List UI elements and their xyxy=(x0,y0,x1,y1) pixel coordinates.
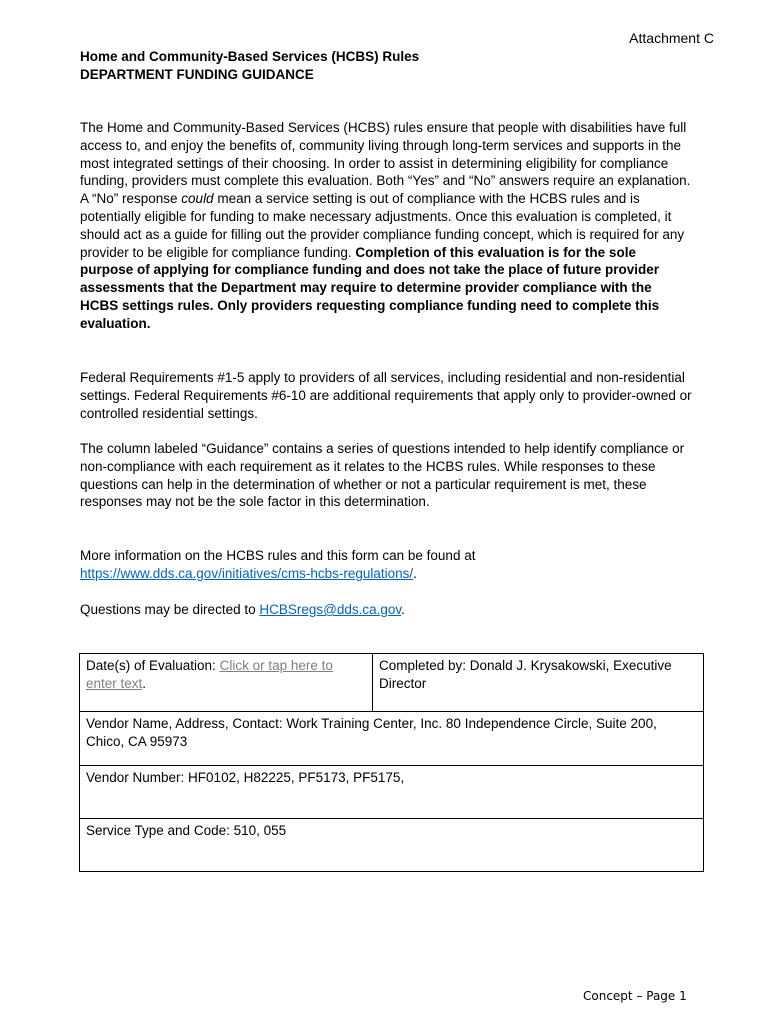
table-row xyxy=(80,712,704,766)
title-line-2: DEPARTMENT FUNDING GUIDANCE xyxy=(80,67,314,82)
table-row xyxy=(80,766,704,819)
more-info-period: . xyxy=(413,565,417,581)
intro-italic: could xyxy=(181,191,214,207)
intro-bold: Completion of this evaluation is for the sole purpose of applying for compliance funding and does not take the place of future provider assessments that the Department may require to determine provider compliance with the HCBS settings rules. Only providers requesting compliance funding need to complete this evaluation. xyxy=(80,244,660,331)
attachment-label: Attachment C xyxy=(629,30,714,46)
evaluation-info-table xyxy=(79,653,704,872)
more-info-text: More information on the HCBS rules and this form can be found at xyxy=(80,548,476,563)
guidance-paragraph: The column labeled “Guidance” contains a series of questions intended to help identify compliance or non-compliance with each requirement as it relates to the HCBS rules. While responses to these questions can help in the determination of whether or not a particular requirement is met, these responses may not be the sole factor in this determination. xyxy=(80,441,685,510)
intro-text-b: mean a service setting is out of compliance with the HCBS rules and is potentially eligible for funding to make necessary adjustments. Once this evaluation is completed, it should act as a guide for filling out the provider compliance funding concept, which is required for any provider to be eligible for compliance funding. xyxy=(80,191,685,260)
completed-by-cell: Completed by: Donald J. Krysakowski, Executive Director xyxy=(373,654,704,712)
questions-text: Questions may be directed to xyxy=(80,602,260,617)
table-row xyxy=(80,819,704,872)
intro-paragraph xyxy=(80,119,692,333)
hcbs-email-link[interactable]: HCBSregs@dds.ca.gov xyxy=(259,602,402,617)
questions-paragraph xyxy=(80,601,692,619)
vendor-number-cell: Vendor Number: HF0102, H82225, PF5173, PF5175, xyxy=(80,766,704,819)
service-type-cell: Service Type and Code: 510, 055 xyxy=(80,819,704,872)
intro-text-a: The Home and Community-Based Services (HCBS) rules ensure that people with disabilities have full access to, and enjoy the benefits of, community living through long-term services and supports in the most integrated settings of their choosing. In order to assist in determining eligibility for compliance funding, providers must complete this evaluation. Both “Yes” and “No” answers require an explanation. A “No” response xyxy=(80,120,691,207)
page-footer: Concept – Page 1 xyxy=(583,989,687,1003)
date-of-evaluation-cell xyxy=(80,654,373,712)
vendor-name-cell: Vendor Name, Address, Contact: Work Training Center, Inc. 80 Independence Circle, Suite 200, Chico, CA 95973 xyxy=(80,712,704,766)
table-row xyxy=(80,654,704,712)
federal-paragraph: Federal Requirements #1-5 apply to providers of all services, including residential and non-residential settings. Federal Requirements #6-10 are additional requirements that apply only to provider-owned or controlled residential settings. xyxy=(80,370,692,421)
hcbs-regulations-link[interactable]: https://www.dds.ca.gov/initiatives/cms-hcbs-regulations/ xyxy=(80,565,414,581)
more-info-paragraph xyxy=(80,547,692,583)
document-title xyxy=(80,48,419,84)
questions-period: . xyxy=(401,602,405,617)
date-entry-field[interactable]: Click or tap here to enter text xyxy=(86,658,333,691)
date-period: . xyxy=(142,676,147,691)
date-label: Date(s) of Evaluation: xyxy=(86,658,220,673)
title-line-1: Home and Community-Based Services (HCBS) Rules xyxy=(80,49,420,64)
